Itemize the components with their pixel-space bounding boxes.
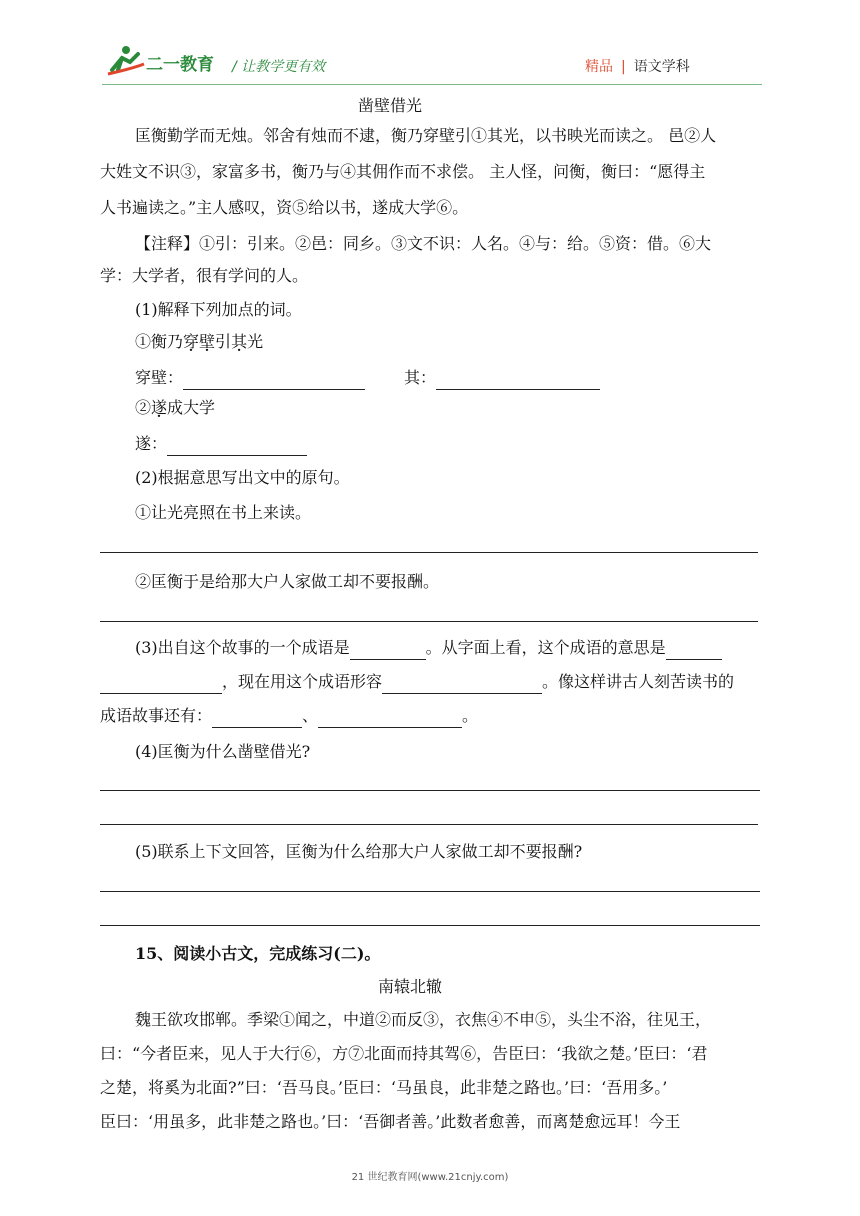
question-3-line2	[100, 670, 734, 694]
notes-line: 【注释】①引：引来。②邑：同乡。③文不识：人名。④与：给。⑤资：借。⑥大	[135, 234, 712, 253]
header-subject-label: 语文学科	[633, 59, 690, 75]
answer-blank[interactable]	[183, 371, 365, 390]
passage-line: 人书遍读之。”主人感叹，资⑤给以书，遂成大学⑥。	[100, 198, 469, 217]
q3-text: (3)出自这个故事的一个成语是	[135, 638, 350, 657]
question-5: (5)联系上下文回答，匡衡为什么给那大户人家做工却不要报酬?	[135, 842, 583, 861]
answer-label: 其：	[404, 368, 437, 387]
q3-text: 、	[302, 706, 319, 725]
q3-text: ，现在用这个成语形容	[222, 672, 383, 691]
question-1b	[135, 396, 215, 420]
passage-line: 曰：“今者臣来，见人于大行⑥，方⑦北面而持其驾⑥，告臣曰：‘我欲之楚。’臣曰：‘君	[100, 1044, 708, 1063]
passage-title: 凿壁借光	[358, 96, 423, 115]
section-heading: 15、阅读小古文，完成练习(二)。	[135, 944, 381, 963]
passage-line: 魏王欲攻邯郸。季梁①闻之，中道②而反③，衣焦④不申⑤，头尘不浴，往见王，	[135, 1010, 712, 1029]
notes-line: 学：大学者，很有学问的人。	[100, 266, 309, 285]
question-3-line3	[100, 704, 478, 728]
answer-blank[interactable]	[350, 641, 426, 660]
question-4: (4)匡衡为什么凿壁借光?	[135, 742, 311, 761]
dotted-char: 穿	[183, 332, 200, 351]
question-3-line1	[135, 636, 722, 660]
passage-line: 之楚，将奚为北面?”曰：‘吾马良。’臣曰：‘马虽良，此非楚之路也。’曰：‘吾用多。’	[100, 1078, 668, 1097]
answer-line[interactable]	[100, 891, 760, 892]
answer-label: 穿壁：	[135, 368, 184, 387]
q1b-pre: ②	[135, 398, 152, 417]
q1a-post: 光	[247, 332, 264, 351]
question-2: (2)根据意思写出文中的原句。	[135, 468, 350, 487]
header-quality-label: 精品	[585, 59, 613, 75]
passage-line: 臣曰：‘用虽多，此非楚之路也。’曰：‘吾御者善。’此数者愈善，而离楚愈远耳！今王	[100, 1112, 681, 1131]
question-2a: ①让光亮照在书上来读。	[135, 503, 312, 522]
header-separator: |	[621, 59, 626, 75]
answer-row-1a	[135, 366, 365, 390]
passage-title: 南辕北辙	[378, 977, 443, 996]
answer-blank[interactable]	[212, 709, 302, 728]
q1a-pre: ①衡乃	[135, 332, 184, 351]
question-1a	[135, 330, 263, 354]
q3-text: 。	[462, 706, 479, 725]
answer-line[interactable]	[100, 824, 758, 825]
passage-line: 匡衡勤学而无烛。邻舍有烛而不逮，衡乃穿壁引①其光，以书映光而读之。 邑②人	[135, 126, 717, 145]
answer-row-1b	[135, 432, 307, 456]
answer-blank[interactable]	[382, 675, 542, 694]
question-1: (1)解释下列加点的词。	[135, 300, 302, 319]
logo-text: 二一教育	[146, 55, 214, 75]
q1a-mid: 引	[215, 332, 232, 351]
answer-line[interactable]	[100, 552, 758, 553]
answer-line[interactable]	[100, 621, 758, 622]
dotted-char: 其	[231, 332, 248, 351]
q3-text: 成语故事还有：	[100, 706, 213, 725]
answer-label: 遂：	[135, 434, 168, 453]
q3-text: 。从字面上看，这个成语的意思是	[425, 638, 666, 657]
answer-blank[interactable]	[100, 675, 222, 694]
q3-text: 。像这样讲古人刻苦读书的	[542, 672, 735, 691]
dotted-char: 遂	[151, 398, 168, 417]
answer-blank[interactable]	[436, 371, 600, 390]
page-footer: 21 世纪教育网(www.21cnjy.com)	[351, 1172, 509, 1183]
passage-line: 大姓文不识③，家富多书，衡乃与④其佣作而不求偿。 主人怪，问衡，衡曰：“愿得主	[100, 162, 706, 181]
answer-blank[interactable]	[167, 437, 307, 456]
header-right	[585, 56, 690, 76]
brand-logo	[104, 44, 222, 78]
answer-row-1a-2	[404, 366, 600, 390]
header-slogan: / 让教学更有效	[232, 59, 326, 75]
q1b-post: 成大学	[167, 398, 216, 417]
answer-line[interactable]	[100, 925, 760, 926]
question-2b: ②匡衡于是给那大户人家做工却不要报酬。	[135, 572, 440, 591]
answer-blank[interactable]	[666, 641, 722, 660]
dotted-char: 壁	[199, 332, 216, 351]
answer-blank[interactable]	[318, 709, 462, 728]
header-rule	[102, 84, 762, 85]
answer-line[interactable]	[100, 790, 760, 791]
